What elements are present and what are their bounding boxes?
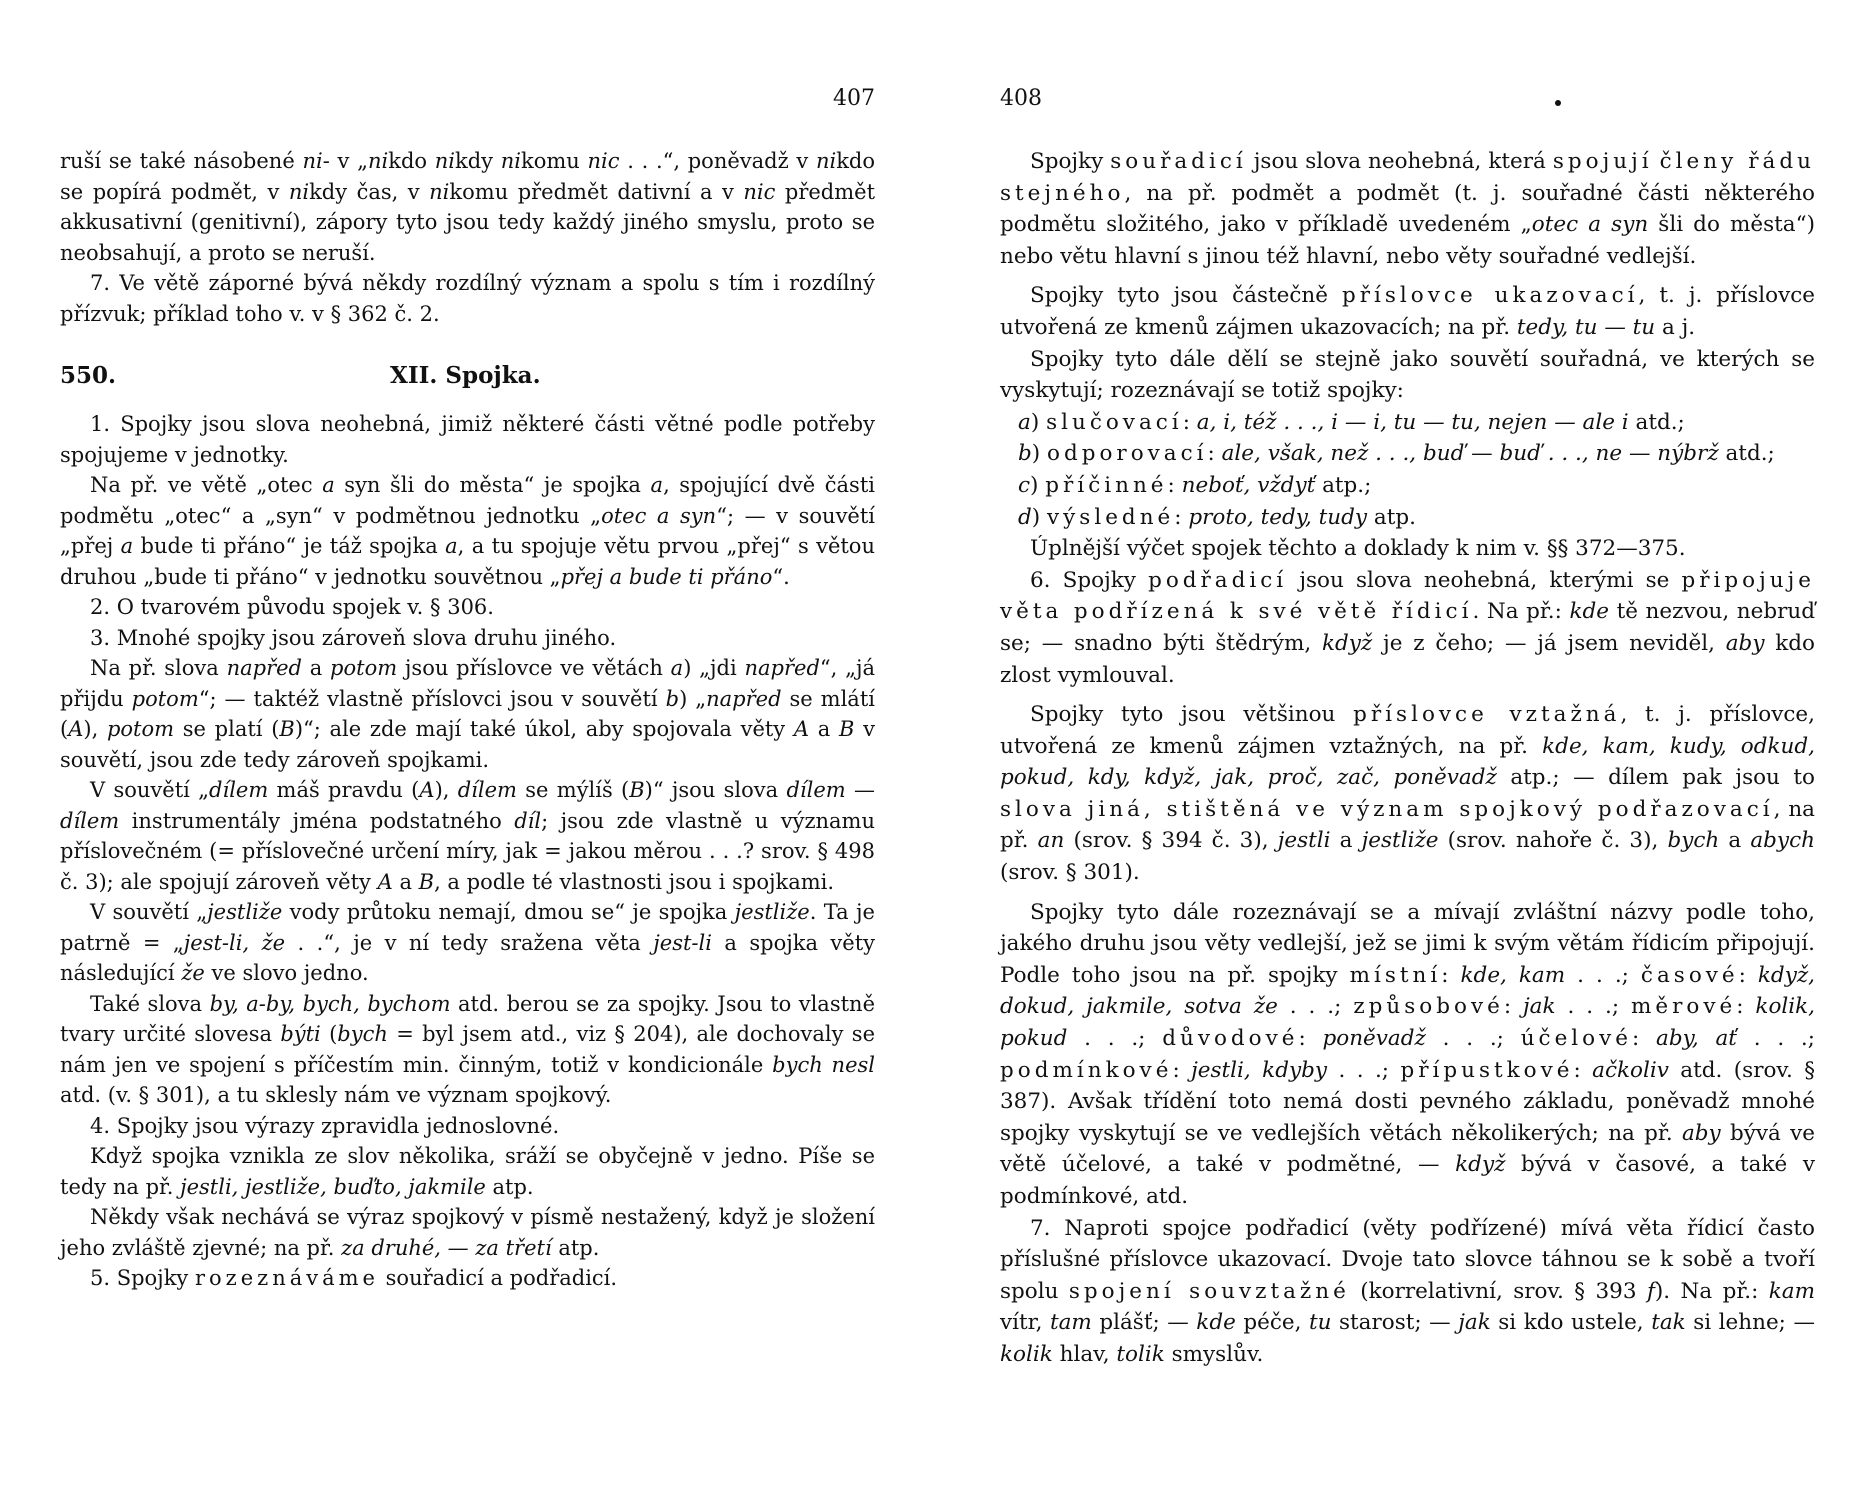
paragraph — [1000, 897, 1815, 1213]
text-run: : — [1503, 994, 1524, 1020]
spaced-term: spojení souvztažné — [1068, 1278, 1350, 1304]
section-title: XII. Spojka. — [390, 362, 541, 389]
text-run: 3. Mnohé spojky jsou zároveň slova druhu jiného. — [90, 625, 617, 650]
italic-term: abych — [1750, 828, 1815, 854]
italic-term: ni — [434, 149, 455, 173]
paragraph — [1000, 344, 1815, 407]
italic-term: poněvadž — [1322, 1026, 1426, 1052]
spaced-term: slova jiná, stištěná ve význam spojkový podřazovací — [1000, 796, 1774, 822]
text-run: ; jsou zde vlastně u významu příslovečném (= příslovečné určení míry, jak = jakou měrou . . .? srov. § 498 č. 3); ale spojují zároveň věty — [60, 808, 875, 894]
text-run: atd. (srov. § 387). Avšak třídění toto nemá dosti pevného základu, poněvadž mnohé spojky vyskytují se ve vedlejších větách několikerých; na př. — [1000, 1057, 1816, 1146]
italic-term: jestli, kdyby — [1191, 1057, 1328, 1083]
text-run: ( — [320, 1022, 338, 1046]
italic-term: kam — [1768, 1278, 1815, 1304]
italic-term: aby — [1681, 1120, 1721, 1146]
italic-term: jestliže — [207, 900, 283, 924]
italic-term: jestli — [1277, 828, 1331, 854]
text-run: kdo — [388, 149, 435, 173]
italic-term: kde, kam, kudy, odkud, pokud, kdy, když, jak, proč, zač, poněvadž — [1000, 733, 1815, 791]
paragraph — [60, 623, 875, 654]
italic-term: a — [120, 534, 134, 558]
text-run: předmět akkusativní (genitivní), zápory tyto jsou tedy každý jiného smyslu, proto se neobsahují, a proto se neruší. — [60, 179, 876, 265]
section-number: 550. — [60, 362, 117, 389]
section-heading — [60, 343, 875, 409]
spaced-term: rozeznáváme — [194, 1266, 379, 1290]
ink-dot — [1555, 100, 1561, 106]
text-run: Na př. slova — [90, 656, 227, 680]
italic-term: potom — [106, 717, 175, 741]
italic-term: potom — [330, 656, 398, 680]
text-run: . .“, je v ní tedy sražena věta — [285, 930, 654, 955]
text-run: “; — taktéž vlastně příslovci jsou v souvětí — [198, 686, 666, 711]
paragraph — [1000, 533, 1815, 565]
text-run: V souvětí „ — [90, 900, 208, 924]
spaced-term: připojuje věta podřízená k své větě řídicí — [1000, 567, 1815, 625]
text-run: ) — [1031, 441, 1047, 467]
text-run: “. — [772, 564, 790, 589]
italic-term: d — [1018, 504, 1032, 530]
text-run: Úplnější výčet spojek těchto a doklady k nim v. §§ 372—375. — [1030, 536, 1686, 562]
text-run: ) „jdi — [683, 656, 745, 680]
paragraph — [1000, 1213, 1815, 1371]
text-run: ) — [1030, 409, 1047, 435]
italic-term: díl — [514, 808, 542, 833]
text-run: . . .“, poněvadž v — [619, 149, 816, 173]
text-run: . . .; — [1067, 1026, 1163, 1052]
spaced-term: příčinné — [1045, 472, 1168, 498]
italic-term: b — [1018, 441, 1032, 467]
italic-term: aby, ať — [1656, 1026, 1737, 1052]
text-run: vody průtoku nemají, dmou se“ je spojka — [282, 900, 735, 924]
italic-term: že — [181, 961, 205, 985]
text-run: V souvětí „ — [90, 778, 210, 802]
text-run: hlav, — [1052, 1341, 1117, 1367]
italic-term: B — [839, 717, 855, 741]
text-run: kdy — [454, 149, 501, 173]
text-run: starost; — — [1331, 1310, 1459, 1336]
text-run: : — [1172, 1057, 1192, 1083]
italic-term: napřed — [706, 686, 782, 711]
text-run: a — [1330, 828, 1362, 854]
paragraph — [60, 409, 875, 470]
text-run: , spojující dvě části podmětu „otec“ a „syn“ v podmětnou jednotku „ — [60, 473, 875, 528]
text-run: si lehne; — — [1685, 1310, 1815, 1336]
text-run: a spojka věty následující — [60, 930, 876, 985]
text-run: 6. Spojky — [1030, 567, 1149, 593]
text-run: (korrelativní, srov. § 393 — [1349, 1278, 1647, 1304]
text-run: syn šli do města“ je spojka — [334, 473, 651, 497]
text-run: = byl jsem atd., viz § 204), ale dochovaly se nám jen ve spojení s příčestím min. činným, totiž v kondicionále — [60, 1022, 875, 1077]
italic-term: kolik — [1000, 1341, 1053, 1367]
text-run: Také slova — [90, 991, 210, 1016]
text-run: 7. Naproti spojce podřadicí (věty podřízené) mívá věta řídicí často příslušné příslovce ukazovací. Dvoje tato slovce táhnou se k sobě a tvoří spolu — [1000, 1215, 1815, 1304]
spaced-term: způsobové — [1353, 994, 1504, 1020]
italic-term: ni — [815, 149, 837, 173]
page-number-left: 407 — [833, 86, 875, 111]
italic-term: jest-li — [653, 930, 712, 955]
italic-term: A — [377, 869, 393, 894]
italic-term: kde, kam — [1460, 962, 1566, 988]
paragraph — [1000, 146, 1815, 272]
text-run: (srov. § 301). — [1000, 860, 1140, 886]
text-run: instrumentály jména podstatného — [119, 808, 515, 833]
text-run: atd. berou se za spojky. Jsou to vlastně tvary určité slovesa — [60, 991, 875, 1046]
italic-term: a — [1018, 409, 1031, 435]
paragraph — [1000, 280, 1815, 343]
italic-term: B — [629, 778, 645, 802]
text-run: se mýlíš ( — [516, 778, 630, 802]
italic-term: A — [793, 717, 810, 741]
italic-term: napřed — [744, 656, 820, 680]
text-run: bude ti přáno“ je táž spojka — [133, 534, 446, 558]
text-run: si kdo ustele, — [1490, 1310, 1652, 1336]
text-run: bývá v časové, a také v podmínkové, atd. — [1000, 1152, 1815, 1209]
italic-term: otec a syn — [601, 503, 717, 528]
spaced-term: spojují — [1552, 149, 1653, 174]
text-run: ), — [434, 778, 458, 802]
italic-term: nic — [587, 149, 620, 173]
italic-term: jak — [1458, 1310, 1491, 1336]
italic-term: nic — [743, 179, 776, 204]
spaced-term: členy řádu stejného — [1000, 149, 1815, 206]
spaced-term: podmínkové — [1000, 1057, 1173, 1083]
text-run: komu — [520, 149, 588, 173]
italic-term: ni — [500, 149, 521, 173]
italic-term: kde — [1196, 1310, 1236, 1336]
italic-term: tolik — [1116, 1341, 1165, 1367]
paragraph — [60, 989, 875, 1111]
italic-term: proto, tedy, tudy — [1188, 504, 1368, 530]
text-run: : — [1298, 1026, 1323, 1052]
paragraph — [60, 146, 875, 268]
text-run: tě nezvou, nebruď se; — snadno býti štědrým, — [1000, 599, 1815, 656]
italic-term: otec a syn — [1531, 212, 1649, 238]
text-run: ), — [83, 717, 107, 741]
page-number-right: 408 — [1000, 86, 1042, 111]
text-run: atp.; — dílem pak jsou to — [1496, 765, 1815, 791]
text-run: jsou slova neohebná, která — [1246, 149, 1553, 174]
italic-term: ale, však, než . . ., buď — buď . . ., ne — nýbrž — [1221, 441, 1719, 467]
paragraph — [60, 268, 875, 329]
italic-term: ni — [367, 149, 389, 173]
text-run: “, „já přijdu — [60, 656, 875, 711]
paragraph — [60, 1141, 875, 1202]
text-run: , t. j. příslovce utvořená ze kmenů zájmen ukazovacích; na př. — [1000, 283, 1815, 340]
text-run: kdo se popírá podmět, v — [60, 149, 875, 204]
paragraph — [60, 775, 875, 897]
italic-term: A — [68, 717, 84, 741]
italic-term: neboť, vždyť — [1181, 472, 1316, 498]
spaced-term: slučovací — [1046, 409, 1183, 435]
text-run: (srov. § 394 č. 3), — [1064, 828, 1278, 854]
text-run: , a tu spojuje větu prvou „přej“ s větou druhou „bude ti přáno“ v jednotku souvětnou „ — [60, 534, 875, 589]
text-run: Spojky — [1030, 149, 1111, 174]
spaced-term: přípustkové — [1400, 1057, 1574, 1083]
text-run: Spojky tyto dále dělí se stejně jako souvětí souřadná, ve kterých se vyskytují; rozeznávají se totiž spojky: — [1000, 346, 1815, 404]
spaced-term: účelové — [1520, 1026, 1632, 1052]
text-run: kdy čas, v — [309, 179, 430, 204]
text-run: atp.; — [1315, 472, 1372, 498]
paragraph — [60, 592, 875, 623]
text-run: , na př. podmět a podmět (t. j. souřadné části některého podmětu složitého, jako v příkladě uvedeném „ — [1000, 180, 1815, 238]
text-run: vítr, — [1000, 1310, 1050, 1336]
spaced-term: příslovce vztažná — [1353, 702, 1621, 728]
italic-term: napřed — [226, 656, 302, 680]
spaced-term: odporovací — [1047, 441, 1208, 467]
text-run: . . .; — [1327, 1057, 1401, 1083]
text-run: atd. (v. § 301), a tu sklesly nám ve význam spojkový. — [60, 1083, 612, 1107]
text-run: 7. Ve větě záporné bývá někdy rozdílný význam a spolu s tím i rozdílný přízvuk; příklad toho v. v § 362 č. 2. — [60, 271, 875, 326]
italic-term: přej a bude ti přáno — [560, 564, 773, 589]
italic-term: A — [419, 778, 435, 802]
list-item — [1000, 407, 1815, 439]
text-run: máš pravdu ( — [268, 778, 420, 802]
paragraph — [60, 470, 875, 592]
text-run: (srov. nahoře č. 3), — [1438, 828, 1668, 854]
text-run: atd.; — [1628, 409, 1685, 435]
italic-term: tak — [1651, 1310, 1686, 1336]
text-run: : — [1736, 994, 1756, 1020]
text-run: ) — [1031, 504, 1047, 530]
italic-term: ni- — [302, 149, 330, 173]
right-page-text — [1000, 146, 1815, 1371]
text-run: : — [1573, 1057, 1593, 1083]
italic-term: aby — [1725, 630, 1765, 656]
paragraph — [60, 1263, 875, 1294]
text-run — [1653, 149, 1660, 174]
italic-term: tedy, tu — tu — [1516, 314, 1656, 340]
italic-term: když — [1321, 630, 1373, 656]
text-run: Spojky tyto jsou většinou — [1030, 702, 1354, 728]
spaced-term: důvodové — [1162, 1026, 1299, 1052]
text-run: . . .; — [1425, 1026, 1521, 1052]
italic-term: když — [1455, 1152, 1506, 1178]
italic-term: a — [322, 473, 335, 497]
italic-term: dílem — dílem — [60, 778, 875, 833]
italic-term: a — [650, 473, 664, 497]
paragraph — [60, 1111, 875, 1142]
text-run: Na př. ve větě „otec — [90, 473, 323, 497]
text-run: jsou slova neohebná, kterými se — [1287, 567, 1682, 593]
spaced-term: podřadicí — [1148, 567, 1288, 593]
text-run: bývá ve větě účelové, a také v podmětné, — — [1000, 1120, 1815, 1178]
italic-term: a — [445, 534, 458, 558]
text-run: a — [301, 656, 331, 680]
italic-term: dílem — [209, 778, 269, 802]
italic-term: jak — [1523, 994, 1556, 1020]
italic-term: by, a-by, bych, bychom — [209, 991, 451, 1016]
text-run: atp. — [485, 1174, 534, 1199]
text-run: . . .; — [1736, 1026, 1816, 1052]
spaced-term: příslovce ukazovací — [1341, 283, 1639, 309]
text-run: péče, — [1235, 1310, 1309, 1336]
text-run: : — [1182, 409, 1197, 435]
text-run: plášť; — — [1091, 1310, 1197, 1336]
text-run: : — [1167, 472, 1182, 498]
text-run: Když spojka vznikla ze slov několika, sráží se obyčejně v jedno. Píše se tedy na př. — [60, 1144, 875, 1199]
text-run: , t. j. příslovce, utvořená ze kmenů zájmen vztažných, na př. — [1000, 702, 1815, 759]
text-run: a j. — [1655, 314, 1696, 340]
text-run: a — [1719, 828, 1751, 854]
spaced-term: výsledné — [1047, 504, 1175, 530]
italic-term: bych nesl — [772, 1052, 876, 1077]
text-run: Někdy však nechává se výraz spojkový v písmě nestažený, když je složení jeho zvláště zjevné; na př. — [60, 1205, 875, 1260]
spaced-term: časové — [1640, 962, 1739, 988]
text-run: 5. Spojky — [90, 1266, 195, 1290]
italic-term: jest-li, že — [183, 930, 286, 955]
text-run: atd.; — [1718, 441, 1775, 467]
text-run: je z čeho; — já jsem neviděl, — [1372, 630, 1726, 656]
spaced-term: souřadicí — [1110, 149, 1247, 174]
left-page-text — [60, 146, 875, 1294]
text-run: jsou příslovce ve větách — [397, 656, 671, 680]
list-item — [1000, 502, 1815, 534]
text-run: a — [809, 717, 839, 741]
italic-term: an — [1037, 828, 1065, 854]
text-run: . Ta je patrně = „ — [60, 900, 875, 955]
italic-term: B — [279, 717, 295, 741]
italic-term: ni — [288, 179, 310, 204]
text-run: se platí ( — [174, 717, 280, 741]
text-run: atp. — [551, 1235, 600, 1260]
text-run: ruší se také násobené — [60, 149, 303, 173]
text-run: ) „ — [679, 686, 707, 711]
italic-term: kde — [1569, 599, 1609, 625]
italic-term: za druhé, — za třetí — [341, 1235, 552, 1260]
paragraph — [60, 653, 875, 775]
text-run: 4. Spojky jsou výrazy zpravidla jednoslovné. — [90, 1113, 560, 1138]
italic-term: b — [665, 686, 680, 711]
italic-term: býti — [280, 1022, 321, 1046]
italic-term: když, dokud, jakmile, sotva že — [1000, 962, 1816, 1020]
italic-term: bych — [1667, 828, 1720, 854]
text-run: . . .; — [1565, 962, 1641, 988]
text-run: se mlátí ( — [60, 686, 875, 741]
text-run: kdo zlost vymlouval. — [1000, 630, 1816, 688]
text-run: , a podle té vlastnosti jsou i spojkami. — [434, 869, 835, 894]
italic-term: kolik, pokud — [1000, 994, 1816, 1052]
list-item — [1000, 470, 1815, 502]
spaced-term: místní — [1349, 962, 1442, 988]
italic-term: B — [418, 869, 435, 894]
italic-term: tu — [1308, 1310, 1332, 1336]
text-run: )“ jsou slova — [644, 778, 787, 802]
italic-term: a, i, též . . ., i — i, tu — tu, nejen — ale i — [1196, 409, 1629, 435]
text-run: “; — v souvětí „přej — [60, 503, 876, 558]
text-run: a — [392, 869, 419, 894]
italic-term: tam — [1049, 1310, 1092, 1336]
italic-term: f — [1646, 1278, 1655, 1304]
spaced-term: měrové — [1631, 994, 1737, 1020]
paragraph — [60, 1202, 875, 1263]
text-run: , na př. — [1000, 796, 1815, 854]
text-run: Spojky tyto dále rozeznávají se a mívají zvláštní názvy podle toho, jakého druhu jsou věty vedlejší, jež se jimi k svým větám řídicím připojují. Podle toho jsou na př. spojky — [1000, 899, 1815, 988]
italic-term: jestliže — [1361, 828, 1439, 854]
text-run: ve slovo jedno. — [204, 961, 369, 985]
italic-term: jestliže — [734, 900, 810, 924]
text-run: šli do města“) nebo větu hlavní s jinou též hlavní, nebo věty souřadné vedlejší. — [1000, 212, 1815, 269]
text-run: atp. — [1367, 504, 1416, 530]
italic-term: ačkoliv — [1592, 1057, 1669, 1083]
italic-term: bych — [337, 1022, 388, 1046]
text-run: ) — [1030, 472, 1046, 498]
text-run: komu předmět dativní a v — [449, 179, 744, 204]
italic-term: a — [670, 656, 684, 680]
text-run: ). Na př.: — [1654, 1278, 1769, 1304]
italic-term: c — [1018, 472, 1031, 498]
text-run: 1. Spojky jsou slova neohebná, jimiž některé části větné podle potřeby spojujeme v jednotky. — [60, 412, 875, 467]
italic-term: ni — [429, 179, 450, 204]
text-run: . . .; — [1555, 994, 1632, 1020]
text-run: 2. O tvarovém původu spojek v. § 306. — [90, 595, 494, 619]
text-run: : — [1441, 962, 1461, 988]
paragraph — [1000, 565, 1815, 691]
text-run: )“; ale zde mají také úkol, aby spojovala věty — [294, 717, 794, 741]
list-item — [1000, 438, 1815, 470]
text-run: : — [1174, 504, 1189, 530]
italic-term: potom — [131, 686, 199, 711]
text-run: v souvětí, jsou zde tedy zároveň spojkami. — [60, 717, 876, 772]
paragraph — [1000, 699, 1815, 889]
text-run: : — [1632, 1026, 1657, 1052]
text-run: Spojky tyto jsou částečně — [1030, 283, 1342, 309]
italic-term: dílem — [457, 778, 517, 802]
text-run: . . .; — [1277, 994, 1354, 1020]
italic-term: jestli, jestliže, buďto, jakmile — [180, 1174, 486, 1199]
text-run: smyslův. — [1164, 1341, 1264, 1367]
text-run: . Na př.: — [1472, 599, 1570, 625]
text-run: v „ — [329, 149, 368, 173]
paragraph — [60, 897, 875, 989]
text-run: souřadicí a podřadicí. — [378, 1266, 618, 1290]
text-run: : — [1207, 441, 1222, 467]
text-run: : — [1738, 962, 1758, 988]
